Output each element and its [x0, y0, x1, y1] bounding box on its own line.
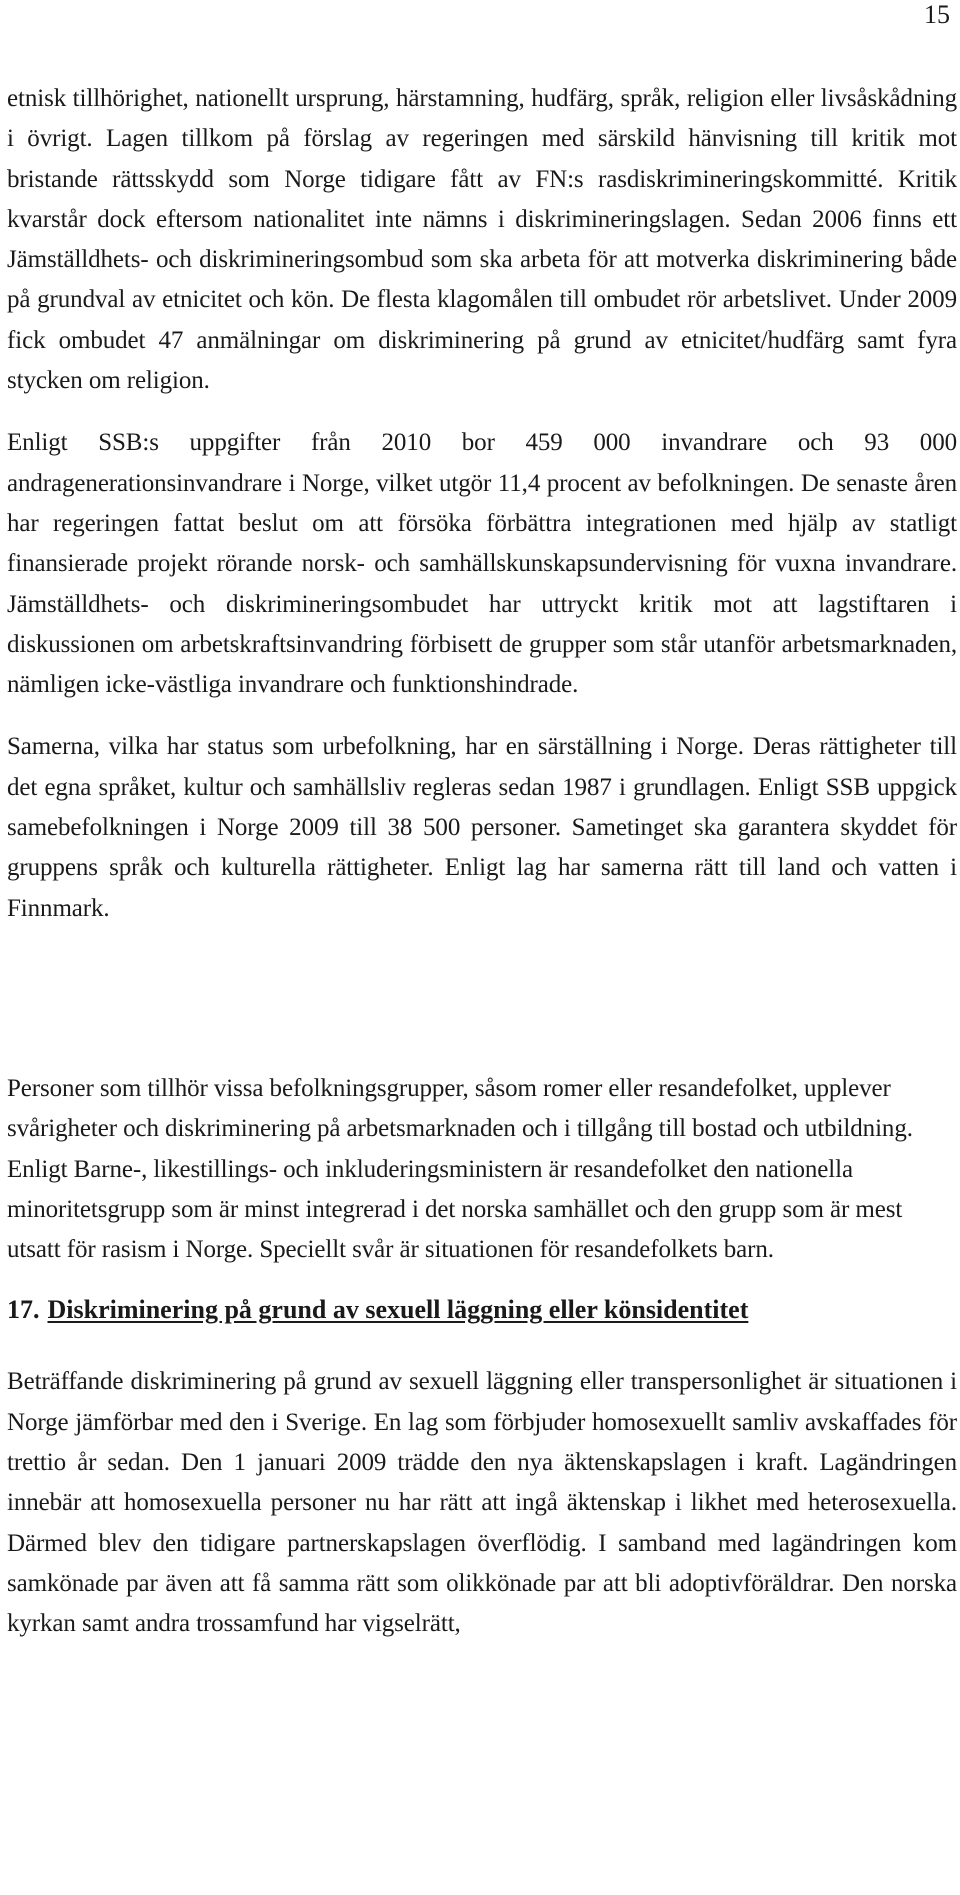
section-heading — [7, 1292, 957, 1328]
paragraph-roma-travellers: Personer som tillhör vissa befolkningsgrupper, såsom romer eller resandefolket, upplever svårigheter och diskriminering på arbetsmarknaden och i tillgång till bostad och utbildning. Enligt Barne-, likestillings- och inkluderingsministern är resandefolket den nationella minoritetsgrupp som är minst integrerad i det norska samhället och den grupp som är mest utsatt för rasism i Norge. Speciellt svår är situationen för resandefolkets barn. — [7, 1074, 913, 1264]
paragraph-immigrants-statistics: Enligt SSB:s uppgifter från 2010 bor 459 000 invandrare och 93 000 andragenerationsinvandrare i Norge, vilket utgör 11,4 procent av befolkningen. De senaste åren har regeringen fattat beslut om att försöka förbättra integrationen med hjälp av statligt finansierade projekt rörande norsk- och samhällskunskapsundervisning för vuxna invandrare. Jämställdhets- och diskrimineringsombudet har uttryckt kritik mot att lagstiftaren i diskussionen om arbetskraftsinvandring förbisett de grupper som står utanför arbetsmarknaden, nämligen icke-västliga invandrare och funktionshindrade. — [7, 429, 957, 699]
page-number: 15 — [924, 0, 950, 29]
paragraph-sexual-orientation: Beträffande diskriminering på grund av sexuell läggning eller transpersonlighet är situationen i Norge jämförbar med den i Sverige. En lag som förbjuder homosexuellt samliv avskaffades för trettio år sedan. Den 1 januari 2009 trädde den nya äktenskapslagen i kraft. Lagändringen innebär att homosexuella personer nu har rätt att ingå äktenskap i likhet med heterosexuella. Därmed blev den tidigare partnerskapslagen överflödig. I samband med lagändringen kom samkönade par även att få samma rätt som olikkönade par att bli adoptivföräldrar. Den norska kyrkan samt andra trossamfund har vigselrätt, — [7, 1368, 957, 1638]
paragraph-anti-discrimination-law: etnisk tillhörighet, nationellt ursprung, härstamning, hudfärg, språk, religion eller livsåskådning i övrigt. Lagen tillkom på förslag av regeringen med särskild hänvisning till kritik mot bristande rättsskydd som Norge tidigare fått av FN:s rasdiskrimineringskommitté. Kritik kvarstår dock eftersom nationalitet inte nämns i diskrimineringslagen. Sedan 2006 finns ett Jämställdhets- och diskrimineringsombud som ska arbeta för att motverka diskriminering både på grundval av etnicitet och kön. De flesta klagomålen till ombudet rör arbetslivet. Under 2009 fick ombudet 47 anmälningar om diskriminering på grund av etnicitet/hudfärg samt fyra stycken om religion. — [7, 85, 957, 395]
paragraph-sami-people: Samerna, vilka har status som urbefolkning, har en särställning i Norge. Deras rättigheter till det egna språket, kultur och samhällsliv regleras sedan 1987 i grundlagen. Enligt SSB uppgick samebefolkningen i Norge 2009 till 38 500 personer. Sametinget ska garantera skyddet för gruppens språk och kulturella rättigheter. Enligt lag har samerna rätt till land och vatten i Finnmark. — [7, 733, 957, 922]
section-number: 17. — [7, 1295, 40, 1325]
document-body — [7, 79, 957, 1645]
section-title: Diskriminering på grund av sexuell läggning eller könsidentitet — [47, 1295, 749, 1325]
